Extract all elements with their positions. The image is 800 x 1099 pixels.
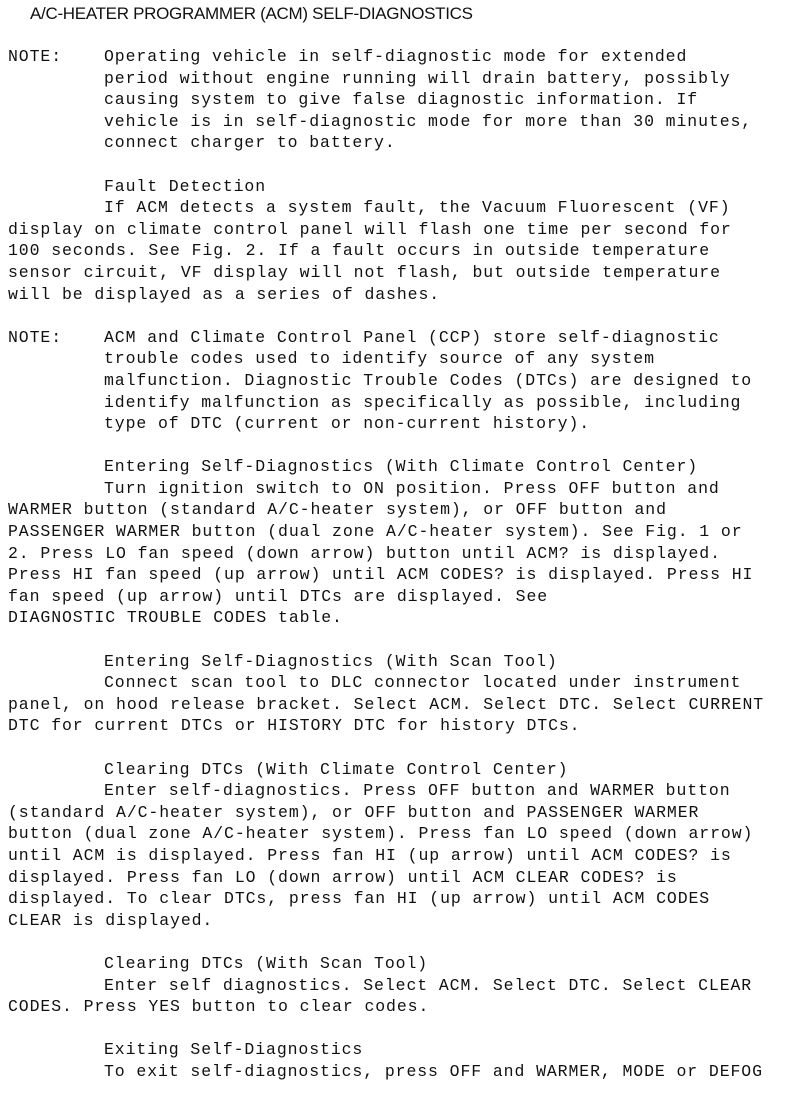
text-line: (standard A/C-heater system), or OFF button and PASSENGER WARMER: [8, 802, 700, 822]
text-line: Entering Self-Diagnostics (With Climate Control Center): [104, 457, 699, 477]
note-block: [8, 46, 800, 154]
text-line: Enter self diagnostics. Select ACM. Select DTC. Select CLEAR: [104, 975, 753, 995]
text-line: Exiting Self-Diagnostics: [104, 1040, 364, 1060]
text-line: Turn ignition switch to ON position. Press OFF button and: [104, 478, 720, 498]
text-line: WARMER button (standard A/C-heater system), or OFF button and: [8, 500, 667, 520]
paragraph-block: [8, 176, 800, 306]
text-line: vehicle is in self-diagnostic mode for more than 30 minutes,: [104, 111, 753, 131]
text-line: fan speed (up arrow) until DTCs are displayed. See: [8, 586, 549, 606]
text-line: CODES. Press YES button to clear codes.: [8, 997, 430, 1017]
note-label: NOTE:: [8, 47, 63, 66]
text-line: ACM and Climate Control Panel (CCP) store self-diagnostic: [104, 327, 720, 347]
text-line: will be displayed as a series of dashes.: [8, 284, 441, 304]
text-line: type of DTC (current or non-current history).: [104, 414, 591, 434]
text-line: Operating vehicle in self-diagnostic mode for extended: [104, 47, 688, 66]
paragraph-block: [8, 651, 800, 737]
text-line: malfunction. Diagnostic Trouble Codes (DTCs) are designed to: [104, 370, 753, 390]
text-line: panel, on hood release bracket. Select ACM. Select DTC. Select CURRENT: [8, 694, 765, 714]
text-line: Connect scan tool to DLC connector located under instrument: [104, 673, 742, 693]
text-line: Fault Detection: [104, 176, 267, 196]
text-line: button (dual zone A/C-heater system). Press fan LO speed (down arrow): [8, 824, 754, 844]
text-line: To exit self-diagnostics, press OFF and WARMER, MODE or DEFOG: [104, 1061, 763, 1081]
paragraph-block: [8, 456, 800, 629]
text-line: displayed. To clear DTCs, press fan HI (up arrow) until ACM CODES: [8, 889, 711, 909]
text-line: connect charger to battery.: [104, 133, 396, 153]
text-line: 2. Press LO fan speed (down arrow) button until ACM? is displayed.: [8, 543, 721, 563]
text-line: identify malfunction as specifically as possible, including: [104, 392, 742, 412]
document-body: [8, 46, 800, 1083]
paragraph-block: [8, 759, 800, 932]
text-line: causing system to give false diagnostic information. If: [104, 90, 699, 110]
text-line: CLEAR is displayed.: [8, 910, 214, 930]
text-line: Press HI fan speed (up arrow) until ACM CODES? is displayed. Press HI: [8, 565, 754, 585]
paragraph-block: [8, 953, 800, 1018]
text-line: sensor circuit, VF display will not flash, but outside temperature: [8, 262, 721, 282]
text-line: Clearing DTCs (With Climate Control Center): [104, 759, 569, 779]
text-line: 100 seconds. See Fig. 2. If a fault occurs in outside temperature: [8, 241, 711, 261]
text-line: DTC for current DTCs or HISTORY DTC for history DTCs.: [8, 716, 581, 736]
text-line: until ACM is displayed. Press fan HI (up arrow) until ACM CODES? is: [8, 845, 732, 865]
text-line: Enter self-diagnostics. Press OFF button and WARMER button: [104, 781, 731, 801]
text-line: period without engine running will drain battery, possibly: [104, 68, 731, 88]
page-title: A/C-HEATER PROGRAMMER (ACM) SELF-DIAGNOSTICS: [30, 4, 473, 23]
paragraph-block: [8, 1039, 800, 1082]
text-line: PASSENGER WARMER button (dual zone A/C-heater system). See Fig. 1 or: [8, 522, 743, 542]
text-line: Entering Self-Diagnostics (With Scan Tool): [104, 651, 558, 671]
note-block: [8, 327, 800, 435]
note-label: NOTE:: [8, 327, 63, 347]
text-line: displayed. Press fan LO (down arrow) until ACM CLEAR CODES? is: [8, 867, 678, 887]
text-line: trouble codes used to identify source of any system: [104, 349, 655, 369]
text-line: If ACM detects a system fault, the Vacuum Fluorescent (VF): [104, 198, 731, 218]
text-line: Clearing DTCs (With Scan Tool): [104, 953, 429, 973]
text-line: display on climate control panel will flash one time per second for: [8, 219, 732, 239]
text-line: DIAGNOSTIC TROUBLE CODES table.: [8, 608, 343, 628]
